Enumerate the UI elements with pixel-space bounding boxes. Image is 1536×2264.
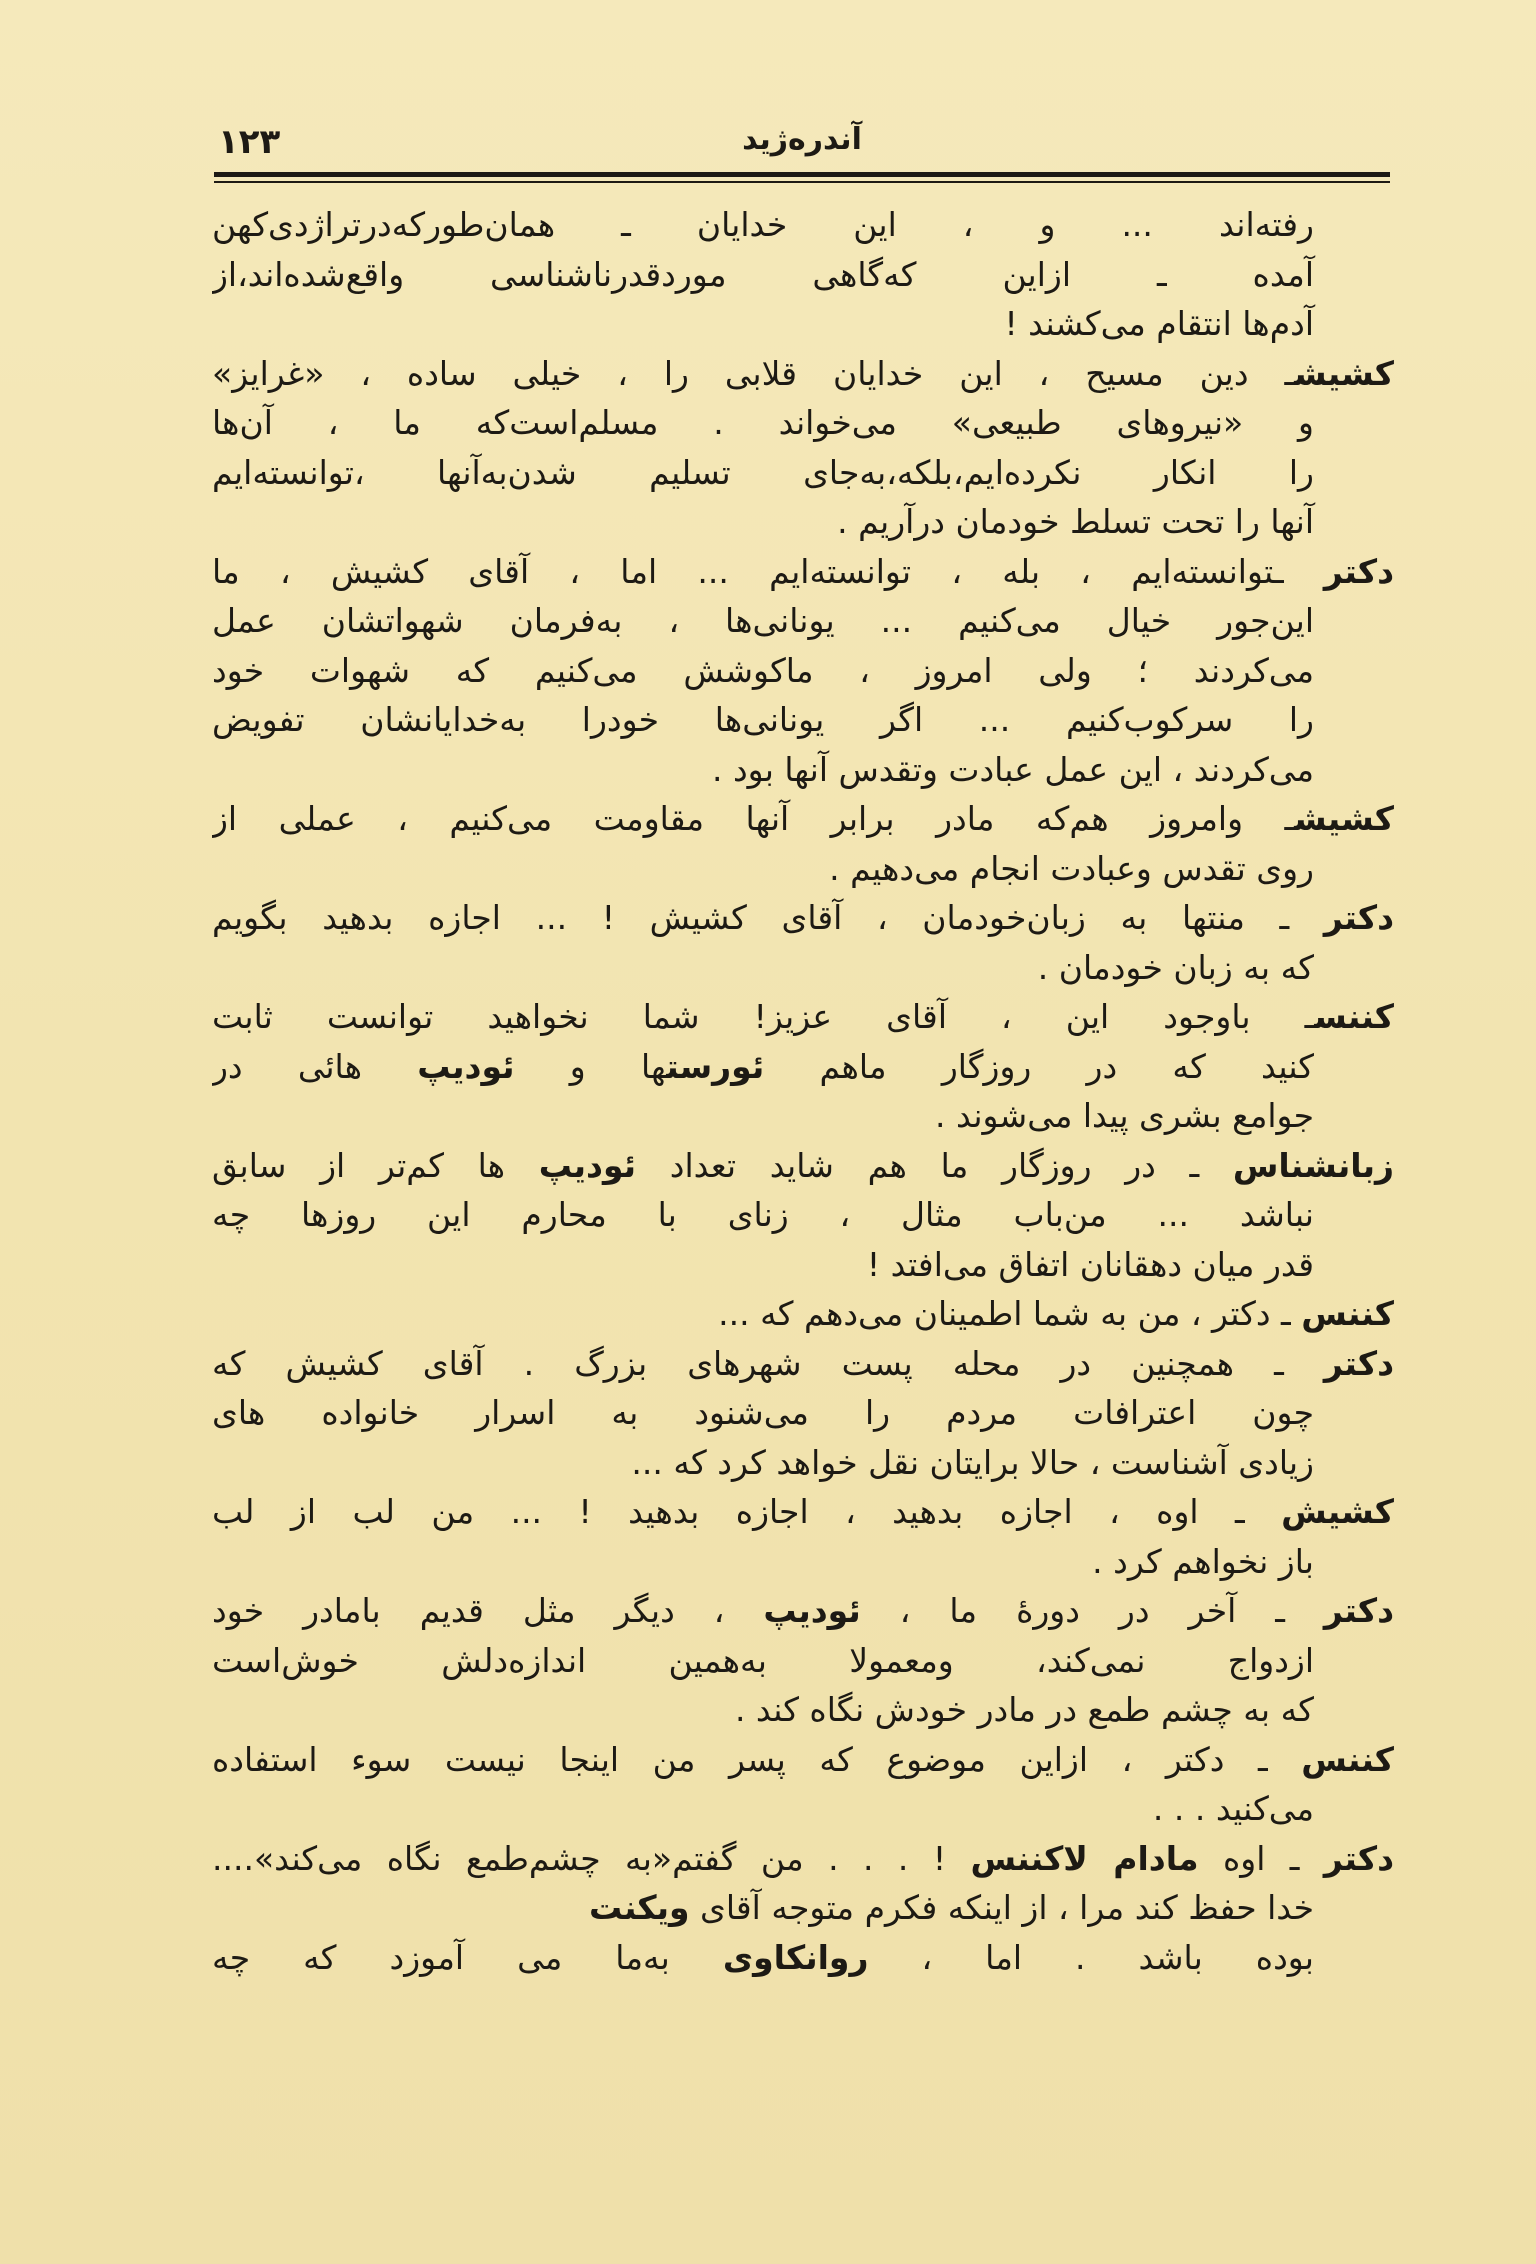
line-text: آنها را تحت تسلط خودمان درآریم . (837, 502, 1314, 541)
speaker-name: دکتر (1323, 1343, 1394, 1383)
line-text: را سرکوب‌کنیم ... اگر یونانی‌ها خودرا به‌خدایانشان تفویض (212, 700, 1314, 739)
line-text: که به چشم طمع در مادر خودش نگاه کند . (734, 1690, 1314, 1729)
dialogue-line (212, 1685, 1394, 1735)
line-text: ـ دین مسیح ، این خدایان قلابی را ، خیلی ساده ، «غرایز» (212, 353, 1295, 393)
line-text: خدا حفظ کند مرا ، از اینکه فکرم متوجه آقای (689, 1888, 1314, 1927)
line-text: ها و (514, 1046, 667, 1086)
dialogue-line (212, 596, 1394, 646)
line-text: ازدواج نمی‌کند، ومعمولا به‌همین اندازه‌دلش خوش‌است (212, 1640, 1314, 1680)
line-text: ـ آخر در دورهٔ ما ، (860, 1591, 1324, 1630)
dialogue-line-speaker (212, 1487, 1394, 1537)
speaker-name: کشیش (1281, 1492, 1394, 1531)
emphasized-name: مادام لاکننس (970, 1838, 1199, 1878)
dialogue-line (212, 646, 1394, 696)
emphasized-name: ئودیپ (763, 1591, 861, 1630)
line-text: زیادی آشناست ، حالا برایتان نقل خواهد کرد که ... (631, 1442, 1314, 1482)
running-title: آندره‌ژید (742, 122, 862, 157)
speaker-name: زبانشناس (1232, 1145, 1394, 1185)
speaker-name: دکتر (1323, 551, 1394, 591)
dialogue-line-speaker (212, 1339, 1394, 1389)
line-text: روی تقدس وعبادت انجام می‌دهیم . (829, 848, 1314, 888)
line-text: که به زبان خودمان . (1037, 947, 1314, 987)
dialogue-line (212, 1883, 1394, 1933)
speaker-name: کننس (1301, 1739, 1394, 1779)
speaker-name: دکتر (1323, 1591, 1394, 1630)
line-text: جوامع بشری پیدا می‌شوند . (935, 1096, 1314, 1135)
speaker-name: کشیش (1294, 799, 1394, 838)
dialogue-line-speaker (212, 1834, 1394, 1884)
emphasized-name: ئورست (666, 1046, 765, 1086)
dialogue-line (212, 200, 1394, 250)
line-text: ـ در روزگار ما هم شاید تعداد (636, 1145, 1233, 1185)
dialogue-line-speaker (212, 1735, 1394, 1785)
line-text: ـتوانسته‌ایم ، بله ، توانسته‌ایم ... اما ، آقای کشیش ، ما (212, 551, 1324, 591)
line-text: آمده ـ ازاین که‌گاهی موردقدرناشناسی واقع‌شده‌اند،از (212, 254, 1314, 294)
page-number: ۱۲۳ (218, 122, 281, 162)
header-rule-thick (214, 172, 1390, 177)
dialogue-line (212, 1042, 1394, 1092)
line-text: و «نیروهای طبیعی» می‌خواند . مسلم‌است‌که ما ، آن‌ها (212, 403, 1314, 442)
line-text: هائی در (212, 1046, 418, 1086)
line-text: می‌کردند ؛ ولی امروز ، ماکوشش می‌کنیم که شهوات خود (212, 650, 1314, 690)
dialogue-line (212, 745, 1394, 795)
line-text: ها کم‌تر از سابق (212, 1145, 539, 1185)
line-text: ـ همچنین در محله پست شهرهای بزرگ . آقای کشیش که (212, 1343, 1324, 1383)
dialogue-line (212, 1438, 1394, 1488)
dialogue-body (212, 200, 1394, 1982)
line-text: می‌کردند ، این عمل عبادت وتقدس آنها بود . (711, 749, 1314, 789)
dialogue-line (212, 1388, 1394, 1438)
dialogue-line-speaker (212, 547, 1394, 597)
line-text: چون اعترافات مردم را می‌شنود به اسرار خانواده های (212, 1393, 1314, 1432)
dialogue-line (212, 250, 1394, 300)
speaker-name: کننس (1314, 997, 1394, 1036)
dialogue-line (212, 1240, 1394, 1290)
dialogue-line (212, 299, 1394, 349)
line-text: ـ منتها به زبان‌خودمان ، آقای کشیش ! ... اجازه بدهید بگویم (212, 898, 1324, 937)
speaker-name: دکتر (1323, 1838, 1394, 1878)
dialogue-line-speaker (212, 992, 1394, 1042)
line-text: این‌جور خیال می‌کنیم ... یونانی‌ها ، به‌فرمان شهواتشان عمل (212, 601, 1314, 640)
dialogue-line (212, 943, 1394, 993)
emphasized-name: ویکنت (589, 1888, 690, 1927)
dialogue-line (212, 497, 1394, 547)
line-text: ـ اوه (1198, 1838, 1324, 1878)
emphasized-name: ئودیپ (417, 1046, 515, 1086)
line-text: آدم‌ها انتقام می‌کشند ! (1004, 304, 1314, 343)
line-text: کنید که در روزگار ماهم (764, 1046, 1314, 1086)
dialogue-line (212, 695, 1394, 745)
dialogue-line (212, 1190, 1394, 1240)
dialogue-line (212, 1784, 1394, 1834)
line-text: رفته‌اند ... و ، این خدایان ـ همان‌طورکه‌درتراژدی‌کهن (212, 205, 1314, 244)
line-text: را انکار نکرده‌ایم،بلکه،به‌جای تسلیم شدن‌به‌آنها ،توانسته‌ایم (212, 452, 1314, 492)
line-text: بوده باشد . اما ، (868, 1937, 1314, 1977)
line-text: ـ دکتر ، من به شما اطمینان می‌دهم که ... (718, 1294, 1302, 1333)
speaker-name: کننس (1301, 1294, 1394, 1333)
dialogue-line (212, 844, 1394, 894)
line-text: باز نخواهم کرد . (1092, 1541, 1314, 1581)
line-text: ـ وامروز هم‌که مادر برابر آنها مقاومت می‌کنیم ، عملی از (212, 799, 1295, 838)
dialogue-line (212, 1537, 1394, 1587)
dialogue-line (212, 398, 1394, 448)
line-text: قدر میان دهقانان اتفاق می‌افتد ! (866, 1244, 1314, 1284)
line-text: ! . . . من گفتم«به چشم‌طمع نگاه می‌کند».... (212, 1838, 971, 1878)
dialogue-line-speaker (212, 893, 1394, 943)
page-header (212, 118, 1392, 168)
dialogue-line (212, 1636, 1394, 1686)
dialogue-line-speaker (212, 349, 1394, 399)
line-text: می‌کنید . . . (1152, 1789, 1314, 1828)
speaker-name: دکتر (1323, 898, 1394, 937)
dialogue-line (212, 448, 1394, 498)
line-text: ـ باوجود این ، آقای عزیز! شما نخواهید توانست ثابت (212, 997, 1315, 1036)
line-text: ، دیگر مثل قدیم بامادر خود (212, 1591, 764, 1630)
speaker-name: کشیش (1294, 353, 1394, 393)
line-text: نباشد ... من‌باب مثال ، زنای با محارم این روزها چه (212, 1195, 1314, 1234)
dialogue-line (212, 1091, 1394, 1141)
emphasized-name: روانکاوی (722, 1937, 869, 1977)
emphasized-name: ئودیپ (538, 1145, 637, 1185)
line-text: ـ دکتر ، ازاین موضوع که پسر من اینجا نیست سوء استفاده (212, 1739, 1302, 1779)
dialogue-line-speaker (212, 1289, 1394, 1339)
dialogue-line (212, 1933, 1394, 1983)
header-rule-thin (214, 181, 1390, 183)
dialogue-line-speaker (212, 794, 1394, 844)
dialogue-line-speaker (212, 1141, 1394, 1191)
dialogue-line-speaker (212, 1586, 1394, 1636)
line-text: به‌ما می آموزد که چه (212, 1937, 723, 1977)
line-text: ـ اوه ، اجازه بدهید ، اجازه بدهید ! ... من لب از لب (212, 1492, 1282, 1531)
